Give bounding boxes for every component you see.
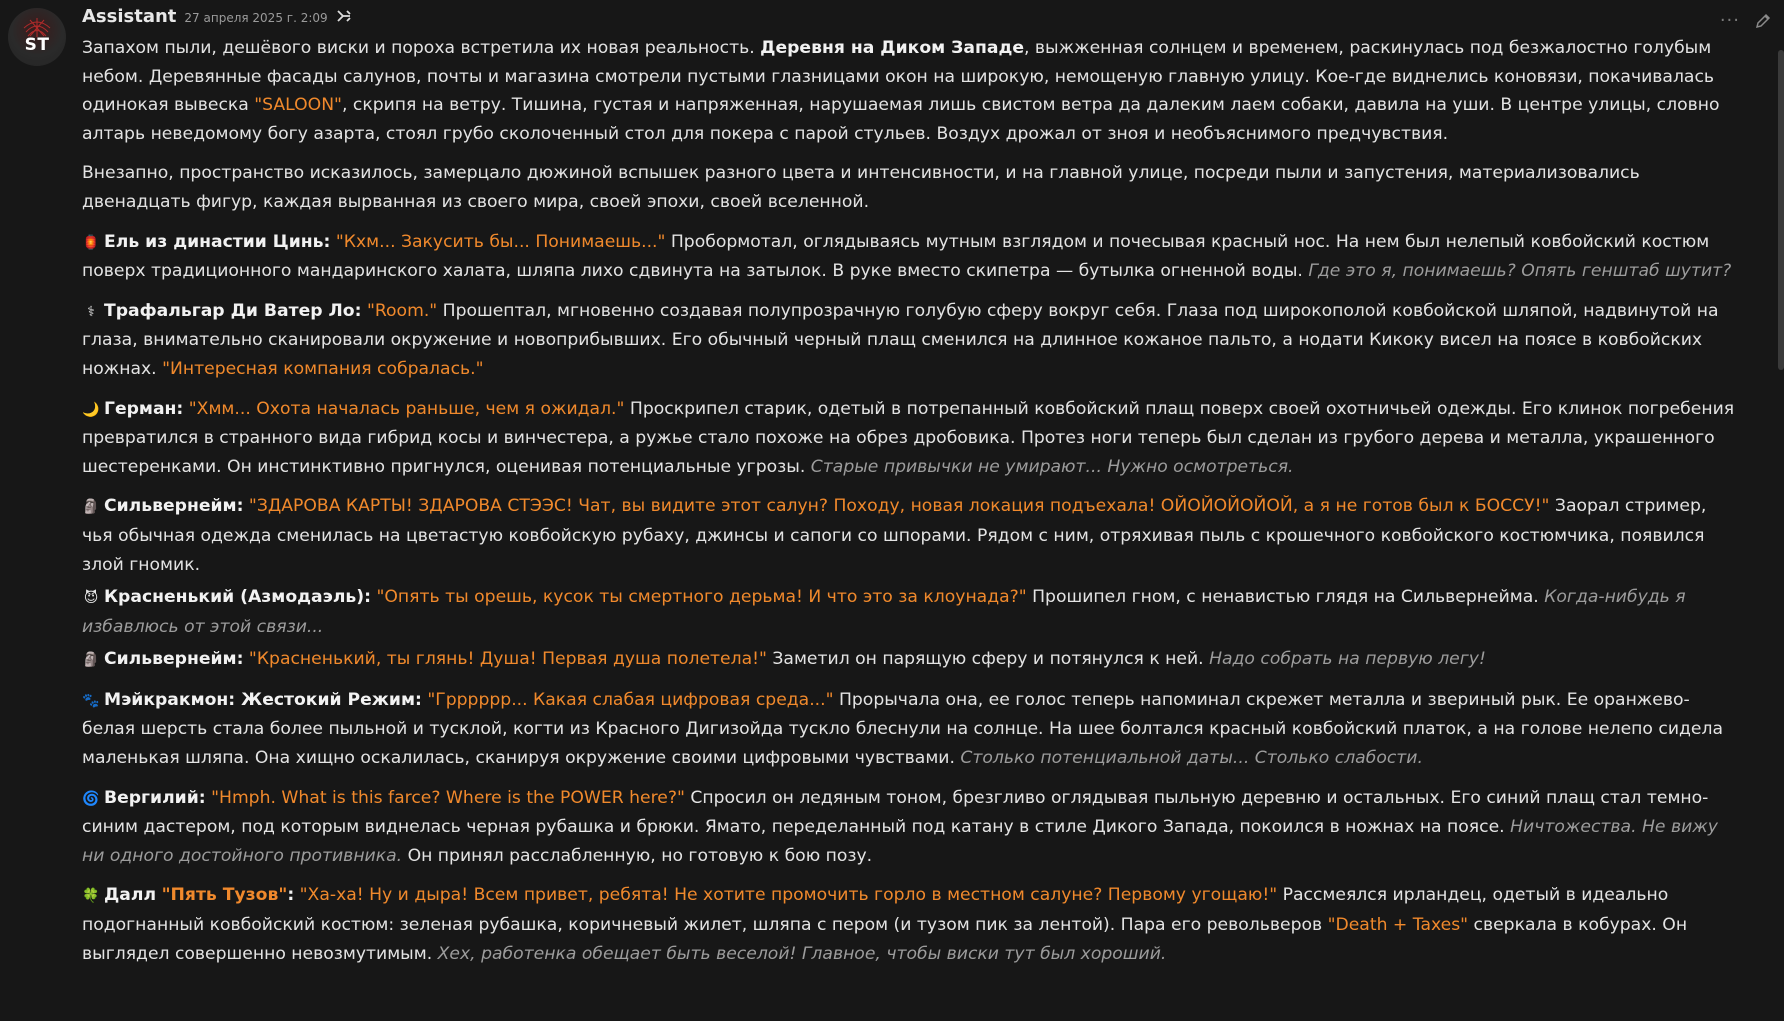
quote-text: "Ха-ха! Ну и дыра! Всем привет, ребята! Не хотите промочить горло в местном салуне? Первому угощаю!" — [299, 885, 1278, 906]
speaker-name: Трафальгар Ди Ватер Ло: — [104, 300, 362, 321]
thought-text: Где это я, понимаешь? Опять генштаб шутит? — [1308, 261, 1732, 282]
paragraph-materialize — [82, 159, 1742, 216]
quote-text: "Хмм... Охота началась раньше, чем я ожидал." — [188, 398, 625, 419]
four-leaf-clover-icon: 🍀 — [82, 888, 100, 905]
text-span: сверкала в кобурах. Он выглядел совершенно невозмутимым. — [82, 915, 1688, 964]
bold-text: Деревня на Диком Западе — [760, 38, 1024, 58]
imp-icon: 😈 — [83, 590, 99, 607]
speaker-name: Ель из династии Цинь: — [104, 231, 331, 252]
thought-text: Хех, работенка обещает быть веселой! Главное, чтобы виски тут был хороший. — [437, 943, 1167, 964]
speaker-name: Герман: — [104, 398, 184, 419]
thought-text: Когда-нибудь я избавлюсь от этой связи... — [82, 587, 1686, 637]
crescent-moon-icon: 🌙 — [82, 401, 100, 418]
text-span: , выжженная солнцем и временем, раскинулась под безжалостно голубым небом. Деревянные фасады салунов, почты и магазина смотрели пустыми глазницами окон на широкую, немощеную главную улицу. Кое-где виднелись коновязи, покачивалась одинокая вывеска — [82, 38, 1715, 116]
moai-icon: 🗿 — [82, 652, 100, 669]
speaker-name: Сильвернейм: — [104, 649, 244, 670]
text-span: , скрипя на ветру. Тишина, густая и напряженная, нарушаемая лишь свистом ветра да далеким лаем собаки, давила на уши. В центре улицы, словно алтарь неведомому богу азарта, стоял грубо сколоченный стол для покера с парой стульев. Воздух дрожал от зноя и необъяснимого предчувствия. — [82, 95, 1720, 144]
thought-text: Надо собрать на первую легу! — [1209, 649, 1486, 670]
speaker-name: Далл — [104, 885, 157, 906]
branch-icon[interactable] — [336, 9, 352, 23]
text-span: Прошипел гном, с ненавистью глядя на Сильвернейма. — [1026, 587, 1545, 608]
cyclone-icon: 🌀 — [82, 790, 100, 807]
paragraph-silvername-2 — [82, 645, 1742, 675]
quote-text: "ЗДАРОВА КАРТЫ! ЗДАРОВА СТЭЭС! Чат, вы видите этот салун? Походу, новая локация подъехала! ОЙОЙОЙОЙОЙ, а я не готов был к БОССУ!" — [248, 496, 1550, 517]
paw-prints-icon: 🐾 — [82, 692, 100, 709]
lantern-icon: 🏮 — [82, 234, 100, 251]
speaker-name: Вергилий: — [104, 787, 206, 808]
thought-text: Ничтожества. Не вижу ни одного достойного противника. — [82, 817, 1718, 866]
quote-text: "Death + Taxes" — [1327, 915, 1469, 936]
text-span: Спросил он ледяным тоном, брезгливо оглядывая пыльную деревню и остальных. Его синий плащ стал темно-синим дастером, под которым виднелась черная рубашка и брюки. Ямато, переделанный под катану в стиле Дикого Запада, покоился в ножнах на поясе. — [82, 787, 1709, 838]
text-span: Проскрипел старик, одетый в потрепанный ковбойский плащ поверх своей охотничьей одежды. Его клинок погребения превратился в странного вида гибрид косы и винчестера, а ружье стало похоже на обрез дробовика. Протез ноги теперь был сделан из грубого дерева и металла, украшенного шестеренками. Он инстинктивно пригнулся, оценивая потенциальные угрозы. — [82, 398, 1735, 477]
quote-text: "Грррррр... Какая слабая цифровая среда..." — [427, 689, 834, 710]
paragraph-vergil — [82, 784, 1742, 871]
quote-text: "Опять ты орешь, кусок ты смертного дерьма! И что это за клоунада?" — [376, 587, 1027, 608]
quote-text: "Room." — [366, 300, 438, 321]
quote-text: "Hmph. What is this farce? Where is the POWER here?" — [211, 787, 685, 808]
thought-text: Столько потенциальной даты... Столько слабости. — [960, 748, 1423, 769]
paragraph-machgarurumon — [82, 686, 1742, 773]
message-timestamp: 27 апреля 2025 г. 2:09 — [184, 11, 328, 25]
text-span: Заорал стример, чья обычная одежда сменилась на цветастую ковбойскую рубаху, джинсы и сапоги со шпорами. Рядом с ним, отряхивая пыль с крошечного ковбойского костюмчика, появился злой гномик. — [82, 496, 1707, 575]
text-span: Прошептал, мгновенно создавая полупрозрачную голубую сферу вокруг себя. Глаза под широкополой ковбойской шляпой, надвинутой на глаза, внимательно сканировали окружение и новоприбывших. Его обычный черный плащ сменился на длинное кожаное пальто, а нодати Кикоку висел на поясе в ковбойских ножнах. — [82, 300, 1719, 379]
text-span: Рассмеялся ирландец, одетый в идеально подогнанный ковбойский костюм: зеленая рубашка, коричневый жилет, шляпа с пером (и тузом пик за лентой). Пара его револьверов — [82, 885, 1669, 936]
paragraph-law — [82, 297, 1742, 384]
speaker-name: Красненький (Азмодаэль): — [104, 587, 372, 608]
text-span: Запахом пыли, дешёвого виски и пороха встретила их новая реальность. — [82, 38, 761, 58]
speaker-name: Мэйкракмон: Жестокий Режим: — [104, 689, 422, 710]
text-span: Он принял расслабленную, но готовую к бою позу. — [402, 845, 873, 866]
speaker-name: Сильвернейм: — [104, 496, 244, 517]
speaker-colon: : — [287, 885, 295, 906]
message-body — [82, 34, 1742, 968]
caduceus-icon: ⚕ — [87, 303, 95, 320]
paragraph-silvername — [82, 492, 1742, 579]
paragraph-gehrman — [82, 395, 1742, 482]
moai-icon: 🗿 — [82, 499, 100, 516]
avatar[interactable] — [8, 8, 66, 66]
quote-text: "Красненький, ты глянь! Душа! Первая душа полетела!" — [248, 649, 767, 670]
text-span: Внезапно, пространство исказилось, замерцало дюжиной вспышек разного цвета и интенсивности, и на главной улице, посреди пыли и запустения, материализовались двенадцать фигур, каждая вырванная из своего мира, своей эпохи, своей вселенной. — [82, 163, 1640, 212]
text-span: Прорычала она, ее голос теперь напоминал скрежет металла и звериный рык. Ее оранжево-белая шерсть стала более пыльной и тусклой, когти из Красного Дигизойда тускло блеснули на солнце. На шее болтался красный ковбойский платок, а на голове нелепо сидела маленькая шляпа. Она хищно оскалилась, сканируя окружение своими цифровыми чувствами. — [82, 689, 1723, 769]
sender-name: Assistant — [82, 6, 177, 27]
paragraph-azmodael — [82, 583, 1742, 641]
quote-text: "Интересная компания собралась." — [162, 358, 484, 379]
speaker-nickname: "Пять Тузов" — [161, 885, 288, 906]
avatar-initials: ST — [24, 35, 50, 55]
thought-text: Старые привычки не умирают... Нужно осмотреться. — [810, 456, 1294, 477]
quote-text: "Кхм... Закусить бы... Понимаешь..." — [335, 231, 666, 252]
paragraph-intro — [82, 34, 1742, 148]
edit-pencil-icon[interactable] — [1754, 12, 1772, 30]
message-header — [82, 6, 1744, 34]
text-span: Пробормотал, оглядываясь мутным взглядом и почесывая красный нос. На нем был нелепый ковбойский костюм поверх традиционного мандаринского халата, шляпа лихо сдвинута на затылок. В руке вместо скипетра — бутылка огненной воды. — [82, 231, 1710, 282]
paragraph-dall — [82, 881, 1742, 968]
quote-text: "SALOON" — [254, 95, 342, 116]
text-span: Заметил он парящую сферу и потянулся к ней. — [766, 649, 1210, 670]
scrollbar[interactable] — [1778, 50, 1784, 370]
more-options-icon[interactable]: ··· — [1719, 10, 1740, 31]
paragraph-qin — [82, 228, 1742, 286]
message-actions — [1720, 12, 1772, 30]
